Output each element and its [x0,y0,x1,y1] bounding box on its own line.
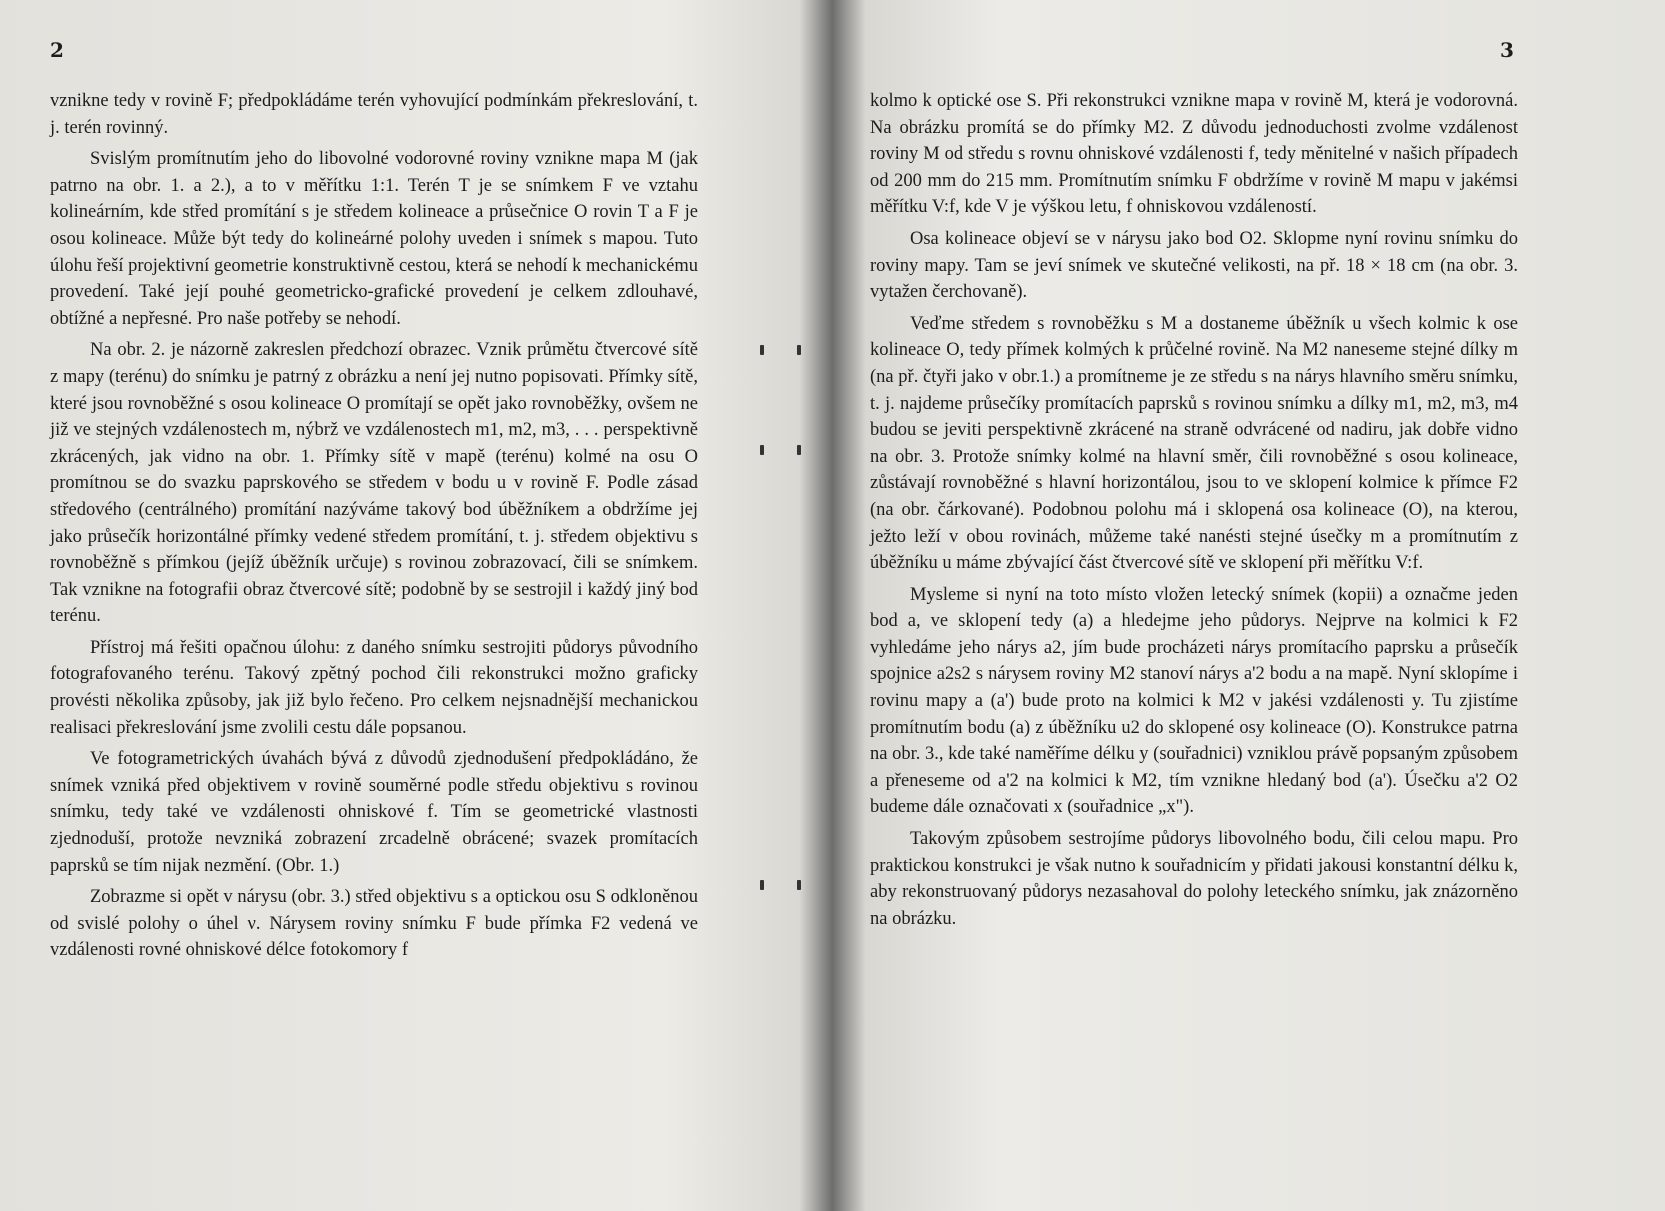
paragraph: Přístroj má řešiti opačnou úlohu: z daného snímku sestrojiti půdorys původního fotografovaného terénu. Takový zpětný pochod čili rekonstrukci možno graficky provésti několika způsoby, jak již bylo řečeno. Pro celkem nejsnadnější mechanickou realisaci překreslování jsme zvolili cestu dále popsanou. [50,637,698,738]
paragraph: Mysleme si nyní na toto místo vložen letecký snímek (kopii) a označme jeden bod a, ve sklopení tedy (a) a hledejme jeho půdorys. Nejprve na kolmici k F2 vyhledáme jeho nárys a2, jím bude procházeti nárys promítacího paprsku a průsečík spojnice a2s2 s nárysem roviny M2 stanoví nárys a'2 bodu a na mapě. Nyní sklopíme i rovinu mapy a (a') bude proto na kolmici k M2 v jakési vzdálenosti y. Tu zjistíme promítnutím bodu (a) z úběžníku u2 do sklopené osy kolineace (O). Konstrukce patrna na obr. 3., kde také naměříme délku y (souřadnici) vzniklou právě popsaným způsobem a přeneseme od a'2 na kolmici k M2, tím vznikne hledaný bod (a'). Úsečku a'2 O2 budeme dále označovati x (souřadnice „x"). [870,584,1518,818]
paragraph: kolmo k optické ose S. Při rekonstrukci vznikne mapa v rovině M, která je vodorovná. Na obrázku promítá se do přímky M2. Z důvodu jednoduchosti zvolme vzdálenost roviny M od středu s rovnu ohniskové vzdálenosti f, tedy měnitelné v našich případech od 200 mm do 215 mm. Promítnutím snímku F obdržíme v rovině M mapu v jakémsi měřítku V:f, kde V je výškou letu, f ohniskovou vzdáleností. [870,91,1518,218]
page-number: 3 [1500,38,1514,62]
paragraph: Veďme středem s rovnoběžku s M a dostaneme úběžník u všech kolmic k ose kolineace O, tedy přímek kolmých k průčelné rovině. Na M2 naneseme stejné dílky m (na př. čtyři jako v obr.1.) a promítneme je ze středu s na nárys hlavního směru snímku, t. j. najdeme průsečíky promítacích paprsků s rovinou snímku a dílky m1, m2, m3, m4 budou se jeviti perspektivně zkrácené na straně odvrácené od nadiru, jak dobře vidno na obr. 3. Protože snímky kolmé na hlavní směr, čili rovnoběžné s osou kolineace, zůstávají rovnoběžné s hlavní horizontálou, jsou to ve sklopení kolmice k přímce F2 (na obr. čárkované). Podobnou polohu má i sklopená osa kolineace (O), na kterou, ježto leží v obou rovinách, můžeme také nanésti stejné úsečky m a promítnutím z úběžníku u máme zbývající část čtvercové sítě ve sklopení při měřítku V:f. [870,313,1518,574]
paragraph: Takovým způsobem sestrojíme půdorys libovolného bodu, čili celou mapu. Pro praktickou konstrukci je však nutno k souřadnicím y přidati jakousi konstantní délku k, aby rekonstruovaný půdorys nezasahoval do polohy leteckého snímku, jak znázorněno na obrázku. [870,829,1518,929]
binding-staple [797,345,801,355]
paragraph: Svislým promítnutím jeho do libovolné vodorovné roviny vznikne mapa M (jak patrno na obr. 1. a 2.), a to v měřítku 1:1. Terén T je se snímkem F ve vztahu kolineárním, kde střed promítání s je středem kolineace a průsečnice O rovin T a F je osou kolineace. Může být tedy do kolineárné polohy uveden i snímek s mapou. Tuto úlohu řeší projektivní geometrie konstruktivně cestou, která se nehodí k mechanickému provedení. Také její pouhé geometricko-grafické provedení je celkem zdlouhavé, obtížné a nepřesné. Pro naše potřeby se nehodí. [50,149,698,329]
paragraph: vznikne tedy v rovině F; předpokládáme terén vyhovující podmínkám překreslování, t. j. terén rovinný. [50,91,698,138]
page-text [50,88,698,969]
paragraph: Na obr. 2. je názorně zakreslen předchozí obrazec. Vznik průmětu čtvercové sítě z mapy (terénu) do snímku je patrný z obrázku a není jej nutno popisovati. Přímky sítě, které jsou rovnoběžné s osou kolineace O promítají se opět jako rovnoběžky, ovšem ne již ve stejných vzdálenostech m, nýbrž ve vzdálenostech m1, m2, m3, . . . perspektivně zkrácených, jak vidno na obr. 1. Přímky sítě v mapě (terénu) kolmé na osu O promítnou se do svazku paprskového se středem v bodu u v rovině F. Podle zásad středového (centrálného) promítání nazýváme takový bod úběžníkem a obdržíme jej jako průsečík horizontálné přímky vedené středem promítání, t. j. středem objektivu s rovnoběžně s přímkou (jejíž úběžník určuje) s rovinou zobrazovací, čili se snímkem. Tak vznikne na fotografii obraz čtvercové sítě; podobně by se sestrojil i každý jiný bod terénu. [50,340,698,627]
binding-staple [797,880,801,890]
binding-staple [797,445,801,455]
paragraph: Osa kolineace objeví se v nárysu jako bod O2. Sklopme nyní rovinu snímku do roviny mapy. Tam se jeví snímek ve skutečné velikosti, na př. 18 × 18 cm (na obr. 3. vytažen čerchovaně). [870,228,1518,303]
right-page [835,0,1665,1211]
page-number: 2 [50,38,64,62]
left-page [0,0,770,1211]
paragraph: Ve fotogrametrických úvahách bývá z důvodů zjednodušení předpokládáno, že snímek vzniká před objektivem v rovině souměrné podle středu objektivu s rovinou snímku, tedy také ve vzdálenosti ohniskové f. Tím se geometrické vlastnosti zjednoduší, protože nevzniká zobrazení zrcadelně obrácené; svazek promítacích paprsků se tím nijak nezmění. (Obr. 1.) [50,749,698,876]
page-text [870,88,1518,937]
paragraph: Zobrazme si opět v nárysu (obr. 3.) střed objektivu s a optickou osu S odkloněnou od svislé polohy o úhel ν. Nárysem roviny snímku F bude přímka F2 vedená ve vzdálenosti rovné ohniskové délce fotokomory f [50,887,698,961]
